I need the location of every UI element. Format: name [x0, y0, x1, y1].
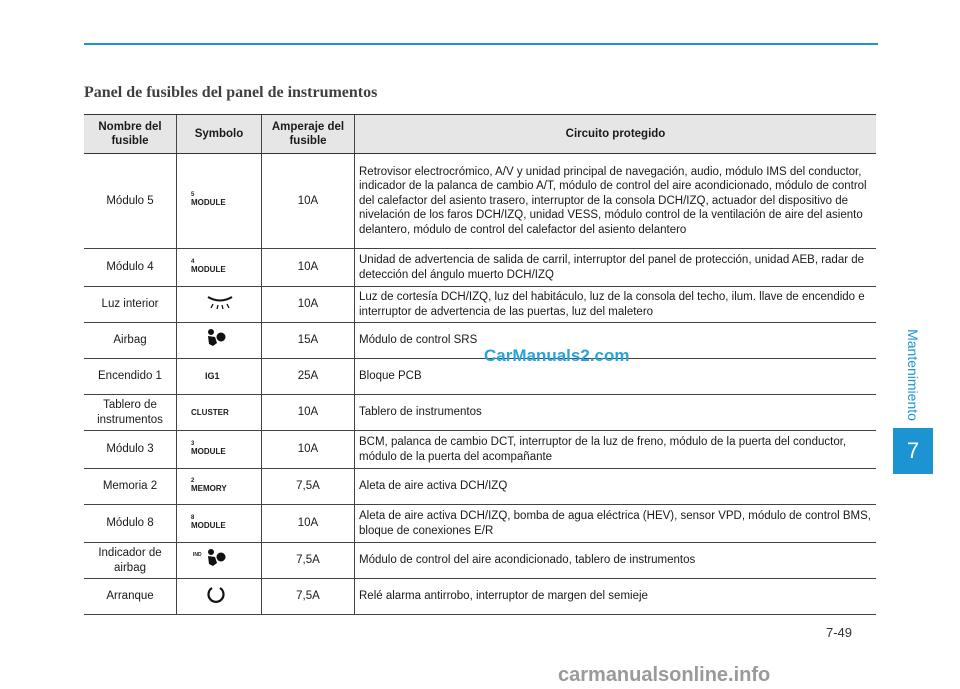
header-symbol: Symbolo — [177, 115, 262, 154]
header-fuse-name: Nombre del fusible — [84, 115, 177, 154]
header-circuit: Circuito protegido — [355, 115, 877, 154]
fuse-name: Airbag — [84, 323, 177, 359]
fuse-name: Módulo 5 — [84, 154, 177, 249]
fuse-symbol: 4 MODULE — [177, 249, 262, 287]
fuse-name: Módulo 4 — [84, 249, 177, 287]
fuse-amperage: 7,5A — [262, 579, 355, 615]
side-tab-label: Mantenimiento — [905, 329, 922, 421]
airbag-indicator-icon: IND — [181, 548, 227, 573]
fuse-circuit: Retrovisor electrocrómico, A/V y unidad principal de navegación, audio, módulo IMS del conductor, indicador de la palanca de cambio A/T, módulo de control del aire acondicionado, módulo de control del calefactor del asiento trasero, interruptor de la consola DCH/IZQ, actuador del dispositivo de nivelación de los faros DCH/IZQ, unidad VESS, módulo control de la ventilación de aire del asiento delantero, módulo de control del calefactor del asiento delantero — [355, 154, 877, 249]
section-title: Panel de fusibles del panel de instrumentos — [84, 84, 378, 101]
table-row — [84, 505, 876, 543]
table-row — [84, 359, 876, 395]
interior-light-icon — [181, 294, 235, 315]
fuse-amperage: 10A — [262, 287, 355, 323]
fuse-amperage: 10A — [262, 154, 355, 249]
fuse-amperage: 10A — [262, 395, 355, 431]
fuse-circuit: Módulo de control del aire acondicionado, tablero de instrumentos — [355, 543, 877, 579]
fuse-symbol: 2 MEMORY — [177, 469, 262, 505]
fuse-symbol: CLUSTER — [177, 395, 262, 431]
table-header-row — [84, 115, 876, 154]
fuse-name: Tablero de instrumentos — [84, 395, 177, 431]
fuse-amperage: 15A — [262, 323, 355, 359]
fuse-circuit: Módulo de control SRS — [355, 323, 877, 359]
table-row — [84, 323, 876, 359]
fuse-symbol — [177, 287, 262, 323]
footer-watermark: carmanualsonline.info — [558, 664, 771, 686]
fuse-symbol: 5 MODULE — [177, 154, 262, 249]
fuse-symbol: IG1 — [177, 359, 262, 395]
fuse-name: Memoria 2 — [84, 469, 177, 505]
header-amperage: Amperaje del fusible — [262, 115, 355, 154]
fuse-name: Encendido 1 — [84, 359, 177, 395]
fuse-circuit: Aleta de aire activa DCH/IZQ, bomba de agua eléctrica (HEV), sensor VPD, módulo de control BMS, bloque de conexiones E/R — [355, 505, 877, 543]
fuse-amperage: 10A — [262, 249, 355, 287]
fuse-circuit: BCM, palanca de cambio DCT, interruptor de la luz de freno, módulo de la puerta del conductor, módulo de la puerta del acompañante — [355, 431, 877, 469]
fuse-symbol — [177, 579, 262, 615]
table-row — [84, 579, 876, 615]
fuse-name: Luz interior — [84, 287, 177, 323]
fuse-name: Indicador de airbag — [84, 543, 177, 579]
fuse-symbol: 3 MODULE — [177, 431, 262, 469]
table-row — [84, 287, 876, 323]
table-row — [84, 154, 876, 249]
fuse-symbol — [177, 543, 262, 579]
table-row — [84, 543, 876, 579]
fuse-amperage: 10A — [262, 505, 355, 543]
fuse-circuit: Tablero de instrumentos — [355, 395, 877, 431]
airbag-icon — [181, 328, 227, 353]
fuse-name: Arranque — [84, 579, 177, 615]
top-rule — [84, 43, 878, 45]
fuse-symbol: 8 MODULE — [177, 505, 262, 543]
fuse-symbol — [177, 323, 262, 359]
watermark: CarManuals2.com — [484, 346, 630, 365]
fuse-amperage: 10A — [262, 431, 355, 469]
fuse-circuit: Bloque PCB — [355, 359, 877, 395]
page-number: 7-49 — [826, 625, 853, 640]
table-row — [84, 431, 876, 469]
table-row — [84, 249, 876, 287]
fuse-circuit: Relé alarma antirrobo, interruptor de margen del semieje — [355, 579, 877, 615]
fuse-amperage: 7,5A — [262, 469, 355, 505]
fuse-circuit: Aleta de aire activa DCH/IZQ — [355, 469, 877, 505]
fuse-circuit: Luz de cortesía DCH/IZQ, luz del habitáculo, luz de la consola del techo, ilum. llave de encendido e interruptor de advertencia de las puertas, luz del maletero — [355, 287, 877, 323]
start-icon — [181, 584, 227, 609]
fuse-name: Módulo 3 — [84, 431, 177, 469]
fuse-amperage: 7,5A — [262, 543, 355, 579]
fuse-table — [84, 114, 876, 615]
fuse-circuit: Unidad de advertencia de salida de carril, interruptor del panel de protección, unidad AEB, radar de detección del ángulo muerto DCH/IZQ — [355, 249, 877, 287]
chapter-tab: 7 — [893, 428, 933, 474]
table-row — [84, 469, 876, 505]
fuse-amperage: 25A — [262, 359, 355, 395]
fuse-name: Módulo 8 — [84, 505, 177, 543]
table-row — [84, 395, 876, 431]
